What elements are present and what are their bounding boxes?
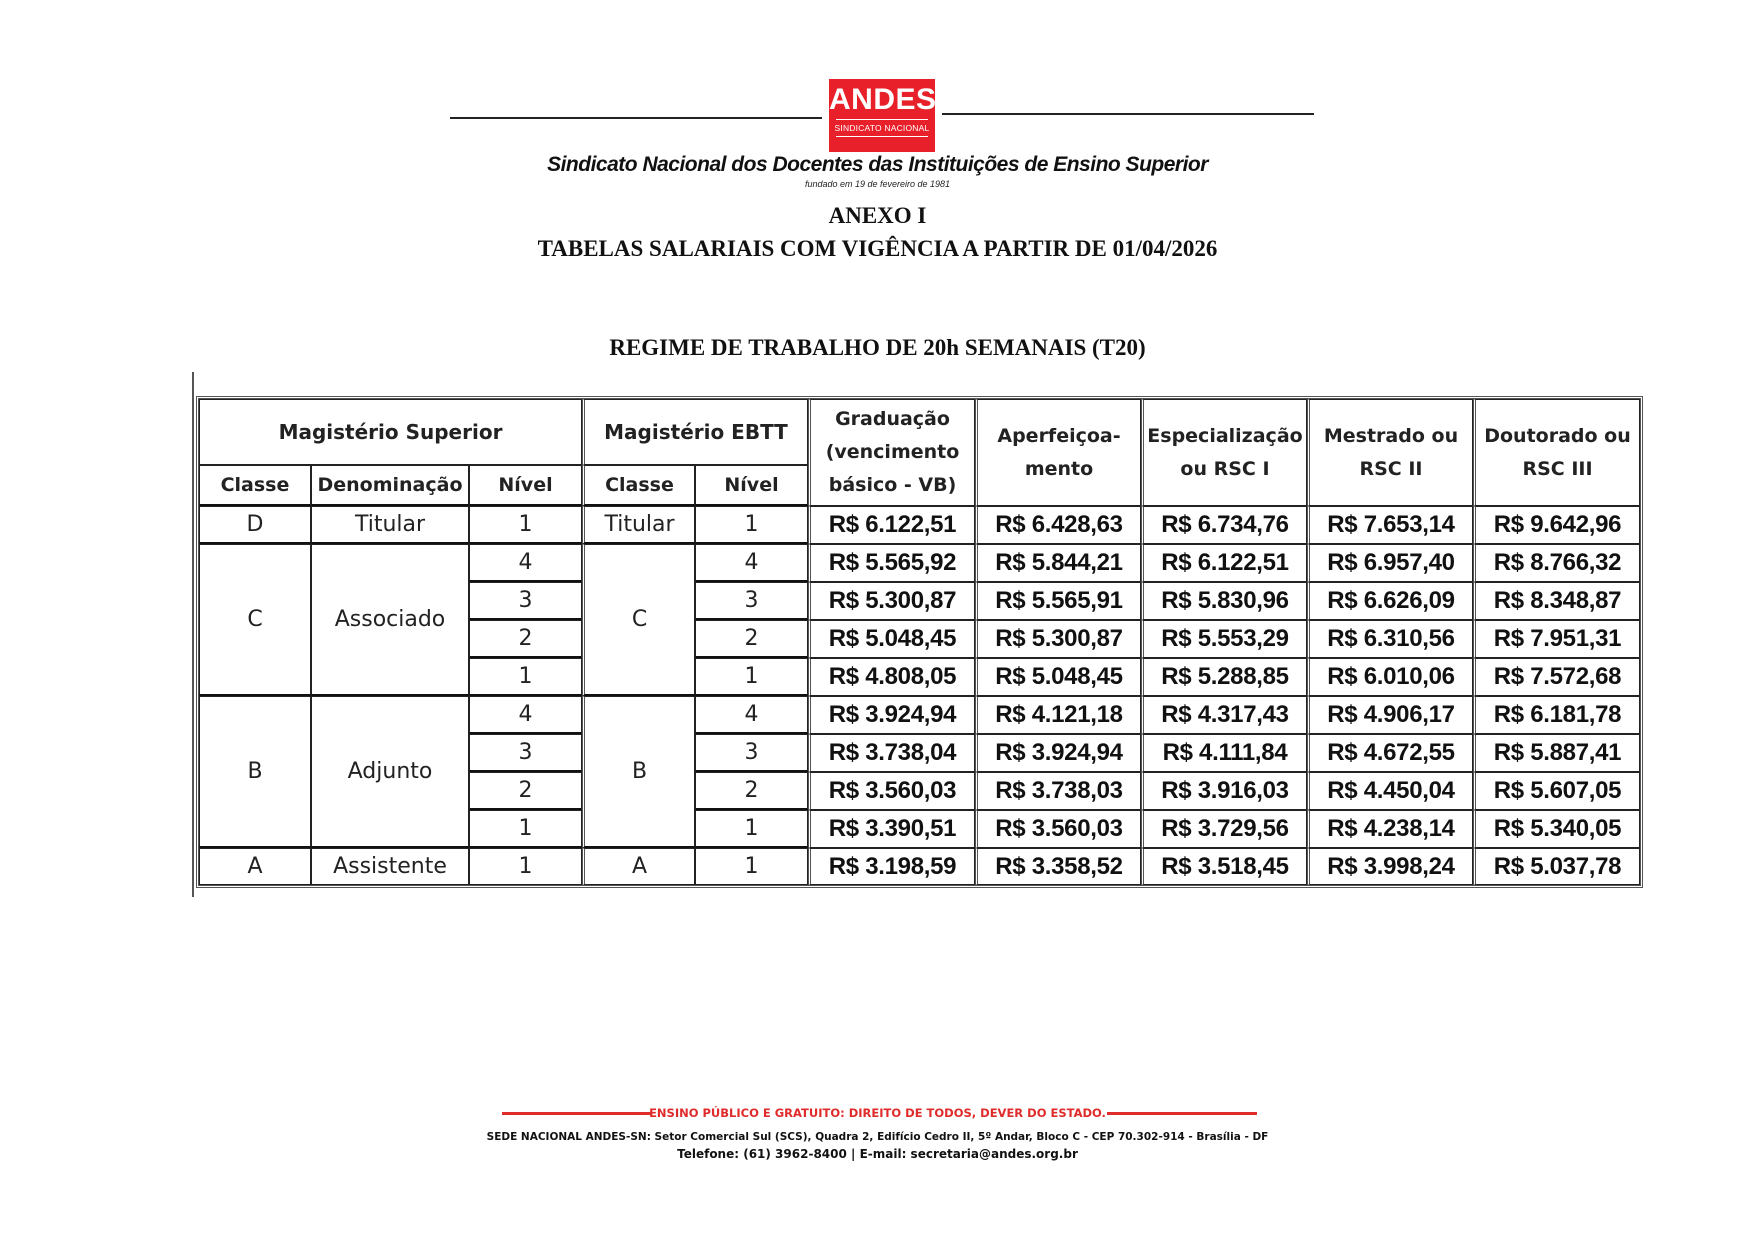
margin-line [192,372,194,897]
logo-rule [836,136,928,137]
cell-ebtt-nivel: 1 [695,810,808,848]
cell-ebtt-nivel: 1 [695,658,808,696]
header-graduacao: Graduação (vencimento básico - VB) [808,399,975,506]
cell-classe: A [199,848,311,885]
founded-date: fundado em 19 de fevereiro de 1981 [804,179,951,189]
table-row [199,848,1640,885]
cell-aperfeicoamento: R$ 4.121,18 [975,696,1141,734]
logo-rule [836,119,928,120]
cell-graduacao: R$ 4.808,05 [808,658,975,696]
cell-especializacao: R$ 6.734,76 [1141,506,1307,544]
table-group-header-row [199,399,1640,465]
cell-nivel: 2 [469,772,582,810]
table-row [199,696,1640,734]
cell-ebtt-nivel: 1 [695,506,808,544]
cell-ebtt-classe: A [582,848,695,885]
cell-especializacao: R$ 3.729,56 [1141,810,1307,848]
cell-ebtt-nivel: 3 [695,582,808,620]
organization-name: Sindicato Nacional dos Docentes das Instituições de Ensino Superior [547,153,1208,176]
section-title: REGIME DE TRABALHO DE 20h SEMANAIS (T20) [609,335,1146,360]
header-doutorado: Doutorado ou RSC III [1473,399,1640,506]
cell-doutorado: R$ 7.951,31 [1473,620,1640,658]
document-title: TABELAS SALARIAIS COM VIGÊNCIA A PARTIR DE 01/04/2026 [537,236,1218,261]
cell-mestrado: R$ 3.998,24 [1307,848,1473,885]
salary-table [196,396,1643,888]
cell-mestrado: R$ 6.010,06 [1307,658,1473,696]
header-ebtt-classe: Classe [582,465,695,506]
cell-mestrado: R$ 6.310,56 [1307,620,1473,658]
annex-title: ANEXO I [828,203,927,228]
cell-aperfeicoamento: R$ 5.048,45 [975,658,1141,696]
cell-nivel: 1 [469,658,582,696]
header-ms-classe: Classe [199,465,311,506]
header-magisterio-ebtt: Magistério EBTT [582,399,808,465]
cell-especializacao: R$ 6.122,51 [1141,544,1307,582]
cell-aperfeicoamento: R$ 3.560,03 [975,810,1141,848]
cell-ebtt-nivel: 4 [695,544,808,582]
header-mestrado: Mestrado ou RSC II [1307,399,1473,506]
cell-ebtt-nivel: 2 [695,620,808,658]
cell-nivel: 1 [469,848,582,885]
footer-slogan: ENSINO PÚBLICO E GRATUITO: DIREITO DE TODOS, DEVER DO ESTADO. [649,1106,1106,1120]
cell-aperfeicoamento: R$ 5.844,21 [975,544,1141,582]
cell-especializacao: R$ 4.111,84 [1141,734,1307,772]
table-row [199,544,1640,582]
cell-graduacao: R$ 3.738,04 [808,734,975,772]
cell-classe: B [199,696,311,848]
cell-aperfeicoamento: R$ 5.300,87 [975,620,1141,658]
cell-especializacao: R$ 3.518,45 [1141,848,1307,885]
cell-doutorado: R$ 5.037,78 [1473,848,1640,885]
cell-nivel: 4 [469,696,582,734]
header-rule-right [942,113,1314,115]
footer-contact: Telefone: (61) 3962-8400 | E-mail: secretaria@andes.org.br [677,1147,1078,1161]
cell-graduacao: R$ 3.390,51 [808,810,975,848]
cell-nivel: 1 [469,810,582,848]
cell-ebtt-classe: B [582,696,695,848]
cell-denominacao: Adjunto [311,696,469,848]
cell-doutorado: R$ 8.348,87 [1473,582,1640,620]
cell-nivel: 4 [469,544,582,582]
cell-ebtt-nivel: 2 [695,772,808,810]
cell-ebtt-classe: C [582,544,695,696]
cell-mestrado: R$ 7.653,14 [1307,506,1473,544]
cell-graduacao: R$ 5.565,92 [808,544,975,582]
cell-doutorado: R$ 9.642,96 [1473,506,1640,544]
cell-doutorado: R$ 8.766,32 [1473,544,1640,582]
cell-aperfeicoamento: R$ 3.358,52 [975,848,1141,885]
cell-ebtt-nivel: 4 [695,696,808,734]
header-aperfeicoamento: Aperfeiçoa- mento [975,399,1141,506]
logo-subtext: SINDICATO NACIONAL [834,123,930,133]
cell-graduacao: R$ 3.198,59 [808,848,975,885]
cell-ebtt-nivel: 3 [695,734,808,772]
cell-graduacao: R$ 3.560,03 [808,772,975,810]
cell-especializacao: R$ 3.916,03 [1141,772,1307,810]
header-rule-left [450,117,822,119]
header-especializacao: Especialização ou RSC I [1141,399,1307,506]
cell-mestrado: R$ 6.957,40 [1307,544,1473,582]
cell-mestrado: R$ 6.626,09 [1307,582,1473,620]
cell-doutorado: R$ 5.607,05 [1473,772,1640,810]
cell-ebtt-nivel: 1 [695,848,808,885]
cell-graduacao: R$ 3.924,94 [808,696,975,734]
cell-especializacao: R$ 5.553,29 [1141,620,1307,658]
cell-denominacao: Assistente [311,848,469,885]
cell-aperfeicoamento: R$ 5.565,91 [975,582,1141,620]
cell-nivel: 3 [469,582,582,620]
cell-aperfeicoamento: R$ 6.428,63 [975,506,1141,544]
cell-especializacao: R$ 5.288,85 [1141,658,1307,696]
cell-aperfeicoamento: R$ 3.738,03 [975,772,1141,810]
footer-address: SEDE NACIONAL ANDES-SN: Setor Comercial Sul (SCS), Quadra 2, Edifício Cedro II, 5º Andar, Bloco C - CEP 70.302-914 - Brasília - DF [486,1131,1269,1143]
cell-doutorado: R$ 6.181,78 [1473,696,1640,734]
cell-nivel: 3 [469,734,582,772]
cell-denominacao: Titular [311,506,469,544]
cell-nivel: 1 [469,506,582,544]
cell-denominacao: Associado [311,544,469,696]
cell-ebtt-classe: Titular [582,506,695,544]
cell-classe: C [199,544,311,696]
cell-doutorado: R$ 7.572,68 [1473,658,1640,696]
logo-text: ANDES [829,83,937,116]
cell-especializacao: R$ 4.317,43 [1141,696,1307,734]
andes-logo [829,79,935,152]
cell-mestrado: R$ 4.238,14 [1307,810,1473,848]
header-ms-denominacao: Denominação [311,465,469,506]
cell-mestrado: R$ 4.450,04 [1307,772,1473,810]
header-ms-nivel: Nível [469,465,582,506]
cell-nivel: 2 [469,620,582,658]
cell-graduacao: R$ 6.122,51 [808,506,975,544]
cell-aperfeicoamento: R$ 3.924,94 [975,734,1141,772]
header-ebtt-nivel: Nível [695,465,808,506]
cell-graduacao: R$ 5.048,45 [808,620,975,658]
cell-mestrado: R$ 4.906,17 [1307,696,1473,734]
header-magisterio-superior: Magistério Superior [199,399,582,465]
table-row [199,506,1640,544]
cell-graduacao: R$ 5.300,87 [808,582,975,620]
cell-doutorado: R$ 5.340,05 [1473,810,1640,848]
cell-classe: D [199,506,311,544]
cell-mestrado: R$ 4.672,55 [1307,734,1473,772]
cell-doutorado: R$ 5.887,41 [1473,734,1640,772]
cell-especializacao: R$ 5.830,96 [1141,582,1307,620]
